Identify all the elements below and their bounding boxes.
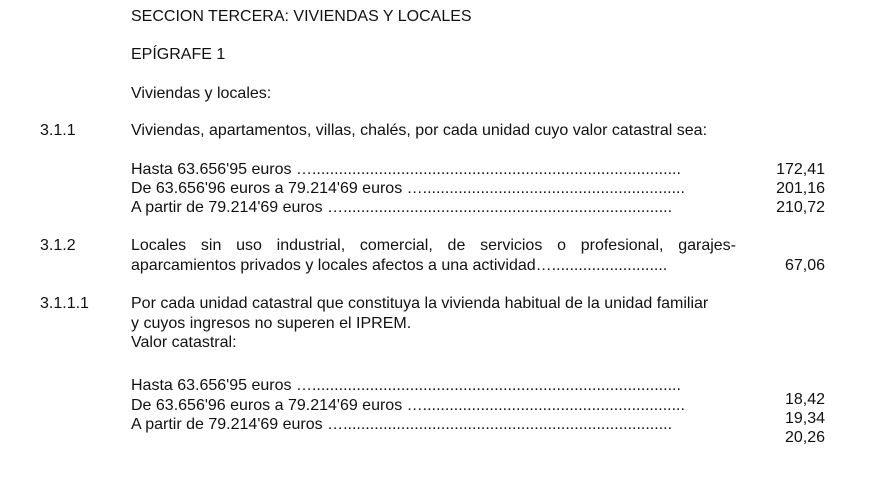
row-value: 19,34 bbox=[784, 410, 825, 427]
row-label: A partir de 79.214'69 euros ….......................................................................... bbox=[131, 416, 673, 433]
item-text-3-1-2-line1 bbox=[131, 236, 736, 255]
row-label: De 63.656'96 euros a 79.214'69 euros …........................................................... bbox=[131, 180, 685, 197]
row-value: 201,16 bbox=[776, 180, 825, 197]
item-text-3-1-2-line2: aparcamientos privados y locales afectos a una actividad….......................... bbox=[131, 257, 668, 274]
epigraph-heading: EPÍGRAFE 1 bbox=[131, 46, 226, 63]
item-value-3-1-2: 67,06 bbox=[784, 257, 825, 274]
word: uso bbox=[236, 237, 262, 254]
row-label: Hasta 63.656'95 euros …................................................................................... bbox=[131, 161, 681, 178]
word: de bbox=[447, 237, 466, 254]
subtitle: Viviendas y locales: bbox=[131, 85, 272, 102]
row-value: 20,26 bbox=[784, 429, 825, 446]
row-value: 210,72 bbox=[776, 199, 825, 216]
item-number-3-1-1-1: 3.1.1.1 bbox=[40, 295, 89, 312]
row-value: 172,41 bbox=[776, 161, 825, 178]
word: industrial, bbox=[276, 237, 346, 254]
word: garajes- bbox=[678, 237, 737, 254]
row-value: 18,42 bbox=[784, 391, 825, 408]
item-text-3-1-1-1-line3: Valor catastral: bbox=[131, 334, 237, 351]
section-title: SECCION TERCERA: VIVIENDAS Y LOCALES bbox=[131, 8, 472, 25]
row-label: Hasta 63.656'95 euros …................................................................................... bbox=[131, 377, 681, 394]
word: servicios bbox=[480, 237, 543, 254]
item-number-3-1-2: 3.1.2 bbox=[40, 237, 76, 254]
row-label: De 63.656'96 euros a 79.214'69 euros …........................................................... bbox=[131, 397, 685, 414]
word: profesional, bbox=[580, 237, 664, 254]
word: o bbox=[557, 237, 566, 254]
item-number-3-1-1: 3.1.1 bbox=[40, 122, 76, 139]
word: sin bbox=[200, 237, 222, 254]
item-text-3-1-1-1-line2: y cuyos ingresos no superen el IPREM. bbox=[131, 315, 412, 332]
word: Locales bbox=[131, 237, 187, 254]
item-text-3-1-1-1-line1: Por cada unidad catastral que constituya la vivienda habitual de la unidad familiar bbox=[131, 295, 709, 312]
row-label: A partir de 79.214'69 euros ….......................................................................... bbox=[131, 199, 673, 216]
word: comercial, bbox=[359, 237, 433, 254]
item-text-3-1-1: Viviendas, apartamentos, villas, chalés, por cada unidad cuyo valor catastral sea: bbox=[131, 122, 708, 139]
